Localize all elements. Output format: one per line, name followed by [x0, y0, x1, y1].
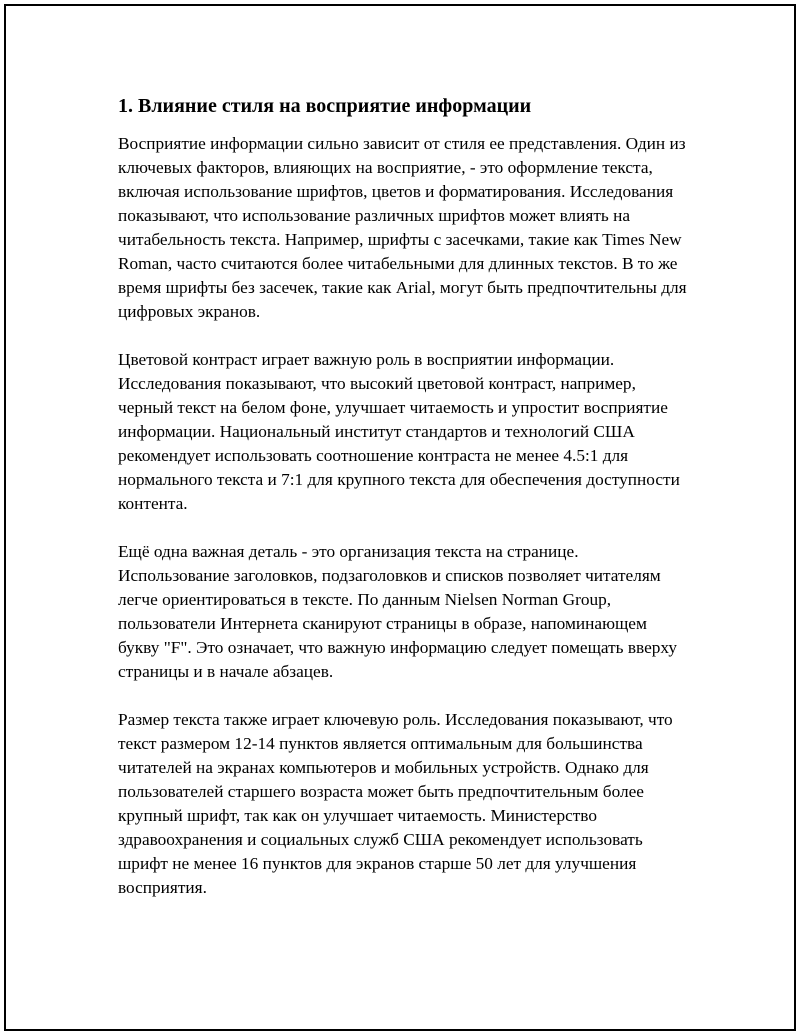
section-heading: 1. Влияние стиля на восприятие информации: [118, 95, 532, 117]
document-body: [118, 92, 692, 900]
paragraph-text-size: Размер текста также играет ключевую роль. Исследования показывают, что текст размером 12-14 пунктов является оптимальным для большинства читателей на экранах компьютеров и мобильных устройств. Однако для пользователей старшего возраста может быть предпочтительным более крупный шрифт, так как он улучшает читаемость. Министерство здравоохранения и социальных служб США рекомендует использовать шрифт не менее 16 пунктов для экранов старше 50 лет для улучшения восприятия.: [118, 710, 673, 897]
paragraph-color-contrast: Цветовой контраст играет важную роль в восприятии информации. Исследования показывают, что высокий цветовой контраст, например, черный текст на белом фоне, улучшает читаемость и упростит восприятие информации. Национальный институт стандартов и технологий США рекомендует использовать соотношение контраста не менее 4.5:1 для нормального текста и 7:1 для крупного текста для обеспечения доступности контента.: [118, 350, 680, 513]
paragraph-fonts: Восприятие информации сильно зависит от стиля ее представления. Один из ключевых факторов, влияющих на восприятие, - это оформление текста, включая использование шрифтов, цветов и форматирования. Исследования показывают, что использование различных шрифтов может влиять на читабельность текста. Например, шрифты с засечками, такие как Times New Roman, часто считаются более читабельными для длинных текстов. В то же время шрифты без засечек, такие как Arial, могут быть предпочтительны для цифровых экранов.: [118, 134, 687, 321]
paragraph-text-organization: Ещё одна важная деталь - это организация текста на странице. Использование заголовков, подзаголовков и списков позволяет читателям легче ориентироваться в тексте. По данным Nielsen Norman Group, пользователи Интернета сканируют страницы в образе, напоминающем букву "F". Это означает, что важную информацию следует помещать вверху страницы и в начале абзацев.: [118, 542, 678, 681]
